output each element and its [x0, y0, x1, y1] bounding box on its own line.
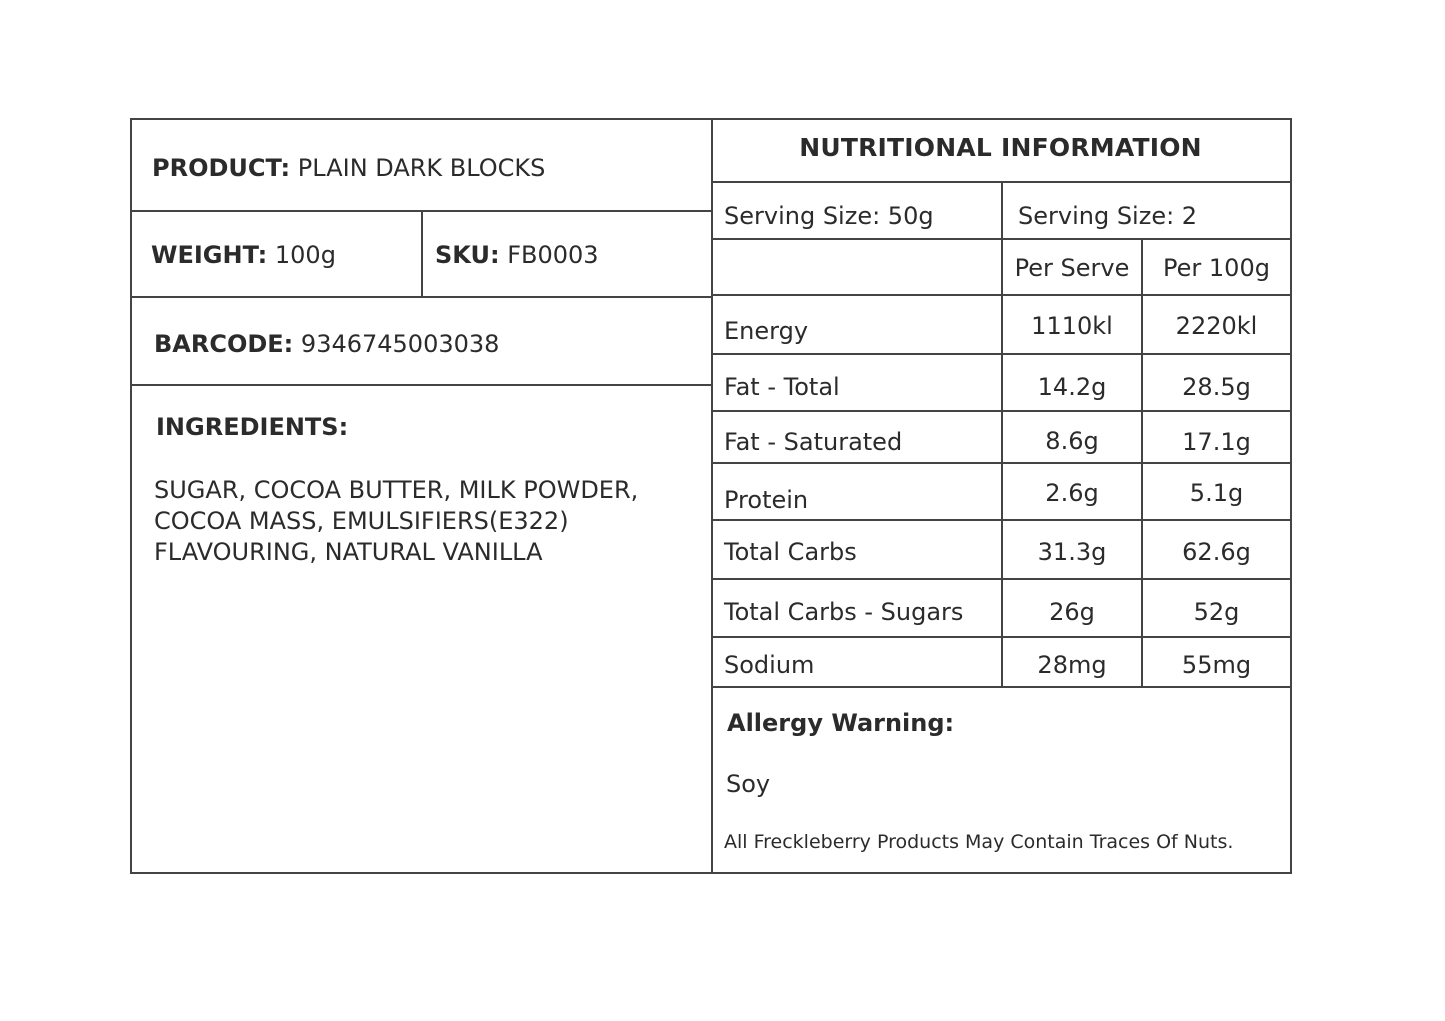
nutrient-per-serve: 1110kl: [1031, 312, 1113, 340]
left-divider: [132, 384, 711, 386]
left-divider: [132, 296, 711, 298]
product-value: PLAIN DARK BLOCKS: [297, 154, 546, 182]
ingredients-list: [154, 475, 638, 568]
nutrient-per-serve: 14.2g: [1037, 373, 1107, 401]
weight-value: 100g: [274, 241, 336, 269]
nutrient-name: Sodium: [724, 651, 815, 679]
nutrient-per-serve: 8.6g: [1045, 427, 1099, 455]
ingredients-line: SUGAR, COCOA BUTTER, MILK POWDER,: [154, 476, 639, 504]
nutrient-name: Fat - Saturated: [724, 428, 903, 456]
nutrient-name: Energy: [724, 317, 809, 345]
nutrient-per-100g: 62.6g: [1182, 538, 1251, 566]
product-label-card: [130, 118, 1292, 874]
product-field: [152, 156, 545, 180]
barcode-label: BARCODE:: [154, 330, 294, 358]
nutrient-per-100g: 52g: [1193, 598, 1240, 626]
servings-per-pack: Serving Size: 2: [1018, 202, 1198, 230]
nutrient-name: Total Carbs: [724, 538, 857, 566]
column-header-per-100g: Per 100g: [1163, 254, 1270, 282]
nutrient-name: Protein: [724, 486, 809, 514]
nutrient-name: Fat - Total: [724, 373, 840, 401]
allergy-warning-value: Soy: [726, 770, 771, 798]
nutrient-per-serve: 28mg: [1037, 651, 1107, 679]
nuts-disclaimer: All Freckleberry Products May Contain Traces Of Nuts.: [724, 831, 1234, 853]
column-header-per-serve: Per Serve: [1014, 254, 1130, 282]
nutrient-per-100g: 28.5g: [1182, 373, 1251, 401]
ingredients-label: INGREDIENTS:: [156, 413, 349, 441]
nutrient-per-100g: 5.1g: [1189, 479, 1244, 507]
nutrient-per-100g: 17.1g: [1182, 428, 1251, 456]
barcode-field: [154, 332, 499, 356]
ingredients-line: COCOA MASS, EMULSIFIERS(E322): [154, 507, 569, 535]
serving-size: Serving Size: 50g: [724, 202, 934, 230]
sku-field: [435, 243, 599, 267]
nutrient-name: Total Carbs - Sugars: [724, 598, 964, 626]
weight-field: [151, 243, 336, 267]
nutrient-per-100g: 2220kl: [1175, 312, 1258, 340]
nutrient-per-serve: 31.3g: [1037, 538, 1107, 566]
nutrition-title: NUTRITIONAL INFORMATION: [799, 133, 1202, 162]
nutrient-per-serve: 2.6g: [1045, 479, 1099, 507]
sku-label: SKU:: [435, 241, 500, 269]
barcode-value: 9346745003038: [300, 330, 500, 358]
nutrient-per-serve: 26g: [1049, 598, 1095, 626]
weight-sku-divider: [421, 210, 423, 298]
product-label: PRODUCT:: [152, 154, 291, 182]
nutrient-per-100g: 55mg: [1181, 651, 1252, 679]
center-divider: [711, 120, 713, 872]
sku-value: FB0003: [507, 241, 599, 269]
ingredients-line: FLAVOURING, NATURAL VANILLA: [154, 538, 543, 566]
weight-label: WEIGHT:: [151, 241, 268, 269]
allergy-warning-label: Allergy Warning:: [727, 709, 955, 737]
